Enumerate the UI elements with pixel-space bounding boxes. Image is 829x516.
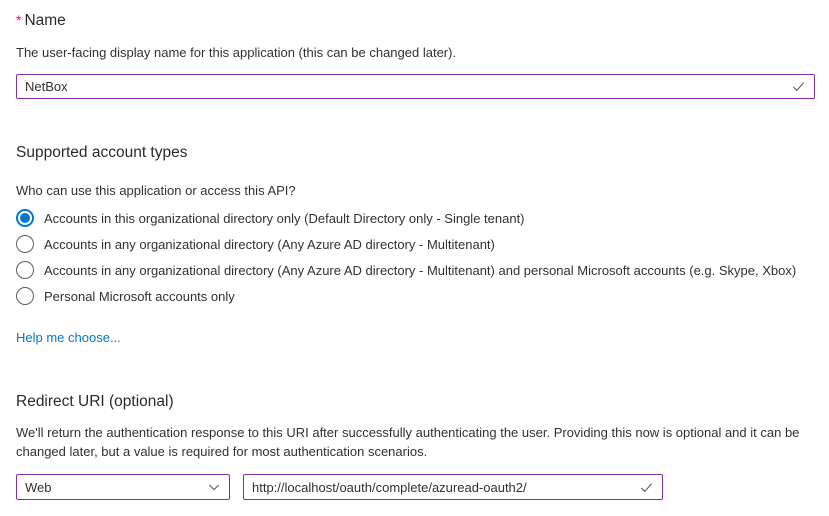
- radio-button-icon: [16, 261, 34, 279]
- name-description: The user-facing display name for this application (this can be changed later).: [16, 45, 457, 60]
- radio-option-label: Personal Microsoft accounts only: [44, 288, 235, 304]
- redirect-uri-row: [16, 474, 815, 500]
- chevron-down-icon: [207, 480, 221, 494]
- radio-option-multitenant-personal[interactable]: [16, 257, 815, 283]
- radio-button-icon: [16, 209, 34, 227]
- help-me-choose-link[interactable]: Help me choose...: [16, 330, 121, 345]
- name-section-title: [16, 10, 815, 31]
- name-input[interactable]: [16, 74, 815, 99]
- radio-option-single-tenant[interactable]: [16, 205, 815, 231]
- checkmark-icon: [639, 480, 654, 495]
- radio-option-personal-only[interactable]: [16, 283, 815, 309]
- required-asterisk: *: [16, 12, 22, 28]
- platform-select[interactable]: [16, 474, 230, 500]
- radio-button-icon: [16, 287, 34, 305]
- radio-option-label: Accounts in any organizational directory (Any Azure AD directory - Multitenant) and personal Microsoft accounts (e.g. Skype, Xbox): [44, 262, 797, 278]
- checkmark-icon: [791, 79, 806, 94]
- radio-option-label: Accounts in any organizational directory (Any Azure AD directory - Multitenant): [44, 236, 495, 252]
- redirect-uri-value: http://localhost/oauth/complete/azuread-oauth2/: [252, 479, 527, 495]
- radio-option-label: Accounts in this organizational directory only (Default Directory only - Single tenant): [44, 210, 525, 226]
- name-input-value: NetBox: [25, 79, 68, 94]
- radio-button-icon: [16, 235, 34, 253]
- redirect-uri-description: We'll return the authentication response to this URI after successfully authenticating the user. Providing this now is optional and it can be changed later, but a value is required for most authentication scenarios.: [16, 425, 800, 459]
- redirect-uri-input[interactable]: [243, 474, 663, 500]
- platform-select-value: Web: [25, 479, 52, 495]
- redirect-uri-title: Redirect URI (optional): [16, 393, 174, 410]
- name-title-text: Name: [24, 12, 66, 29]
- account-types-radio-group: [16, 205, 815, 309]
- radio-option-multitenant[interactable]: [16, 231, 815, 257]
- account-types-question: Who can use this application or access this API?: [16, 183, 296, 198]
- account-types-title: Supported account types: [16, 144, 188, 161]
